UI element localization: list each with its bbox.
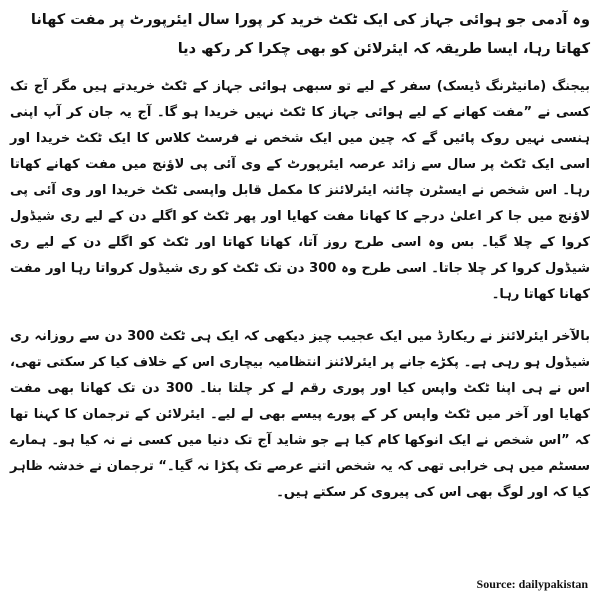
- article-paragraph: بالآخر ایئرلائنز نے ریکارڈ میں ایک عجیب چیز دیکھی کہ ایک ہی ٹکٹ 300 دن سے روزانہ ری شیڈول ہو رہی ہے۔ پکڑے جانے پر ایئرلائنز انتظامیہ بیچاری اس کے خلاف کیا کر سکتی تھی، اس نے ہی اپنا ٹکٹ واپس کیا اور پوری رقم لے کر چلتا بنا۔ 300 دن تک کھانا بھی مفت کھایا اور آخر میں ٹکٹ واپس کر کے پورے پیسے بھی لے لیے۔ ایئرلائن کے ترجمان کا کہنا تھا کہ ”اس شخص نے ایک انوکھا کام کیا ہے جو شاید آج تک دنیا میں کسی نے نہ کیا ہو۔ ہمارے سسٹم میں ہی خرابی تھی کہ یہ شخص اتنے عرصے تک پکڑا نہ گیا۔“ ترجمان نے خدشہ ظاہر کیا کہ اور لوگ بھی اس کی پیروی کر سکتے ہیں۔: [10, 329, 590, 500]
- article-headline: وہ آدمی جو ہوائی جہاز کی ایک ٹکٹ خرید کر پورا سال ایئرپورٹ پر مفت کھانا کھاتا رہا، ایسا طریقہ کہ ایئرلائن کو بھی چکرا کر رکھ دیا: [30, 12, 590, 57]
- source-credit: Source: dailypakistan: [476, 577, 588, 591]
- article-paragraph: بیجنگ (مانیٹرنگ ڈیسک) سفر کے لیے تو سبھی ہوائی جہاز کے ٹکٹ خریدتے ہیں مگر آج تک کسی نے ”مفت کھانے کے لیے ہوائی جہاز کا ٹکٹ نہیں خریدا ہو گا۔ آج یہ جان کر آپ اپنی ہنسی نہیں روک پائیں گے کہ چین میں ایک شخص نے فرسٹ کلاس کا ایک ٹکٹ خریدا اور اسی ایک ٹکٹ پر سال سے زائد عرصہ ایئرپورٹ کے وی آئی پی لاؤنج میں مفت کھانے کھاتا رہا۔ اس شخص نے ایسٹرن چائنہ ایئرلائنز کا مکمل قابل واپسی ٹکٹ خریدا اور وی آئی پی لاؤنج میں جا کر اعلیٰ درجے کا کھانا مفت کھایا اور پھر ٹکٹ کو اگلے دن کے لیے ری شیڈول کروا کے چلا گیا۔ بس وہ اسی طرح روز آتا، کھانا کھاتا اور ٹکٹ کو اگلے دن کے لیے ری شیڈول کروا کر چلا جاتا۔ اسی طرح وہ 300 دن تک ٹکٹ کو ری شیڈول کرواتا رہا اور مفت کھانا کھاتا رہا۔: [10, 79, 590, 302]
